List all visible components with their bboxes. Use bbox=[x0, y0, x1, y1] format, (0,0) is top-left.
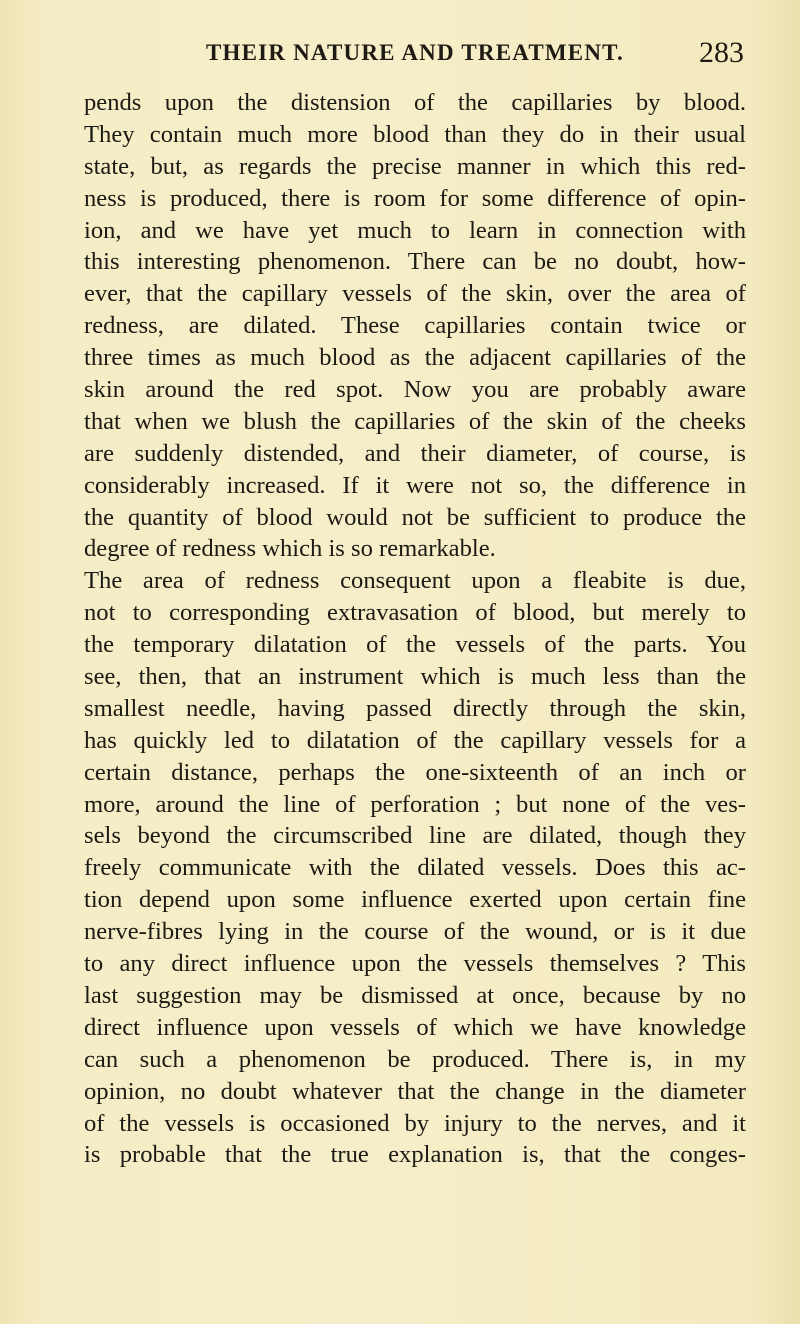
text-line: degree of redness which is so remarkable. bbox=[84, 535, 496, 563]
text-line: direct influence upon vessels of which we have knowledge bbox=[84, 1013, 746, 1041]
text-line: The area of redness consequent upon a fleabite is due, bbox=[84, 567, 746, 595]
text-line: three times as much blood as the adjacent capillaries of the bbox=[84, 344, 746, 372]
text-line: ion, and we have yet much to learn in connection with bbox=[84, 216, 746, 244]
text-line: ness is produced, there is room for some difference of opin- bbox=[84, 184, 746, 212]
text-line: the temporary dilatation of the vessels of the parts. You bbox=[84, 631, 746, 659]
text-line: opinion, no doubt whatever that the change in the diameter bbox=[84, 1077, 746, 1105]
body-text bbox=[84, 87, 746, 1171]
text-line: are suddenly distended, and their diameter, of course, is bbox=[84, 439, 746, 467]
running-head bbox=[84, 36, 744, 76]
text-line: sels beyond the circumscribed line are dilated, though they bbox=[84, 822, 746, 850]
text-line: certain distance, perhaps the one-sixteenth of an inch or bbox=[84, 758, 746, 786]
text-line: state, but, as regards the precise manner in which this red- bbox=[84, 152, 746, 180]
text-line: smallest needle, having passed directly through the skin, bbox=[84, 694, 746, 722]
text-line: has quickly led to dilatation of the capillary vessels for a bbox=[84, 726, 746, 754]
text-line: of the vessels is occasioned by injury to the nerves, and it bbox=[84, 1109, 746, 1137]
page-number: 283 bbox=[699, 36, 744, 69]
text-line: is probable that the true explanation is, that the conges- bbox=[84, 1141, 746, 1169]
text-line: see, then, that an instrument which is much less than the bbox=[84, 663, 746, 691]
text-line: tion depend upon some influence exerted upon certain fine bbox=[84, 886, 746, 914]
text-line: ever, that the capillary vessels of the skin, over the area of bbox=[84, 280, 746, 308]
text-line: more, around the line of perforation ; but none of the ves- bbox=[84, 790, 746, 818]
text-line: They contain much more blood than they do in their usual bbox=[84, 120, 746, 148]
text-line: pends upon the distension of the capillaries by blood. bbox=[84, 89, 746, 116]
text-line: skin around the red spot. Now you are probably aware bbox=[84, 376, 746, 404]
text-line: to any direct influence upon the vessels themselves ? This bbox=[84, 950, 746, 978]
text-line: last suggestion may be dismissed at once, because by no bbox=[84, 981, 746, 1009]
text-line: this interesting phenomenon. There can be no doubt, how- bbox=[84, 248, 746, 276]
text-line: not to corresponding extravasation of blood, but merely to bbox=[84, 599, 746, 627]
text-line: freely communicate with the dilated vessels. Does this ac- bbox=[84, 854, 746, 882]
text-line: the quantity of blood would not be sufficient to produce the bbox=[84, 503, 746, 531]
text-line: nerve-fibres lying in the course of the wound, or is it due bbox=[84, 918, 746, 946]
text-line: considerably increased. If it were not so, the difference in bbox=[84, 471, 746, 499]
running-head-title: THEIR NATURE AND TREATMENT. bbox=[206, 40, 624, 65]
text-line: can such a phenomenon be produced. There is, in my bbox=[84, 1045, 746, 1073]
text-line: redness, are dilated. These capillaries contain twice or bbox=[84, 312, 746, 340]
text-line: that when we blush the capillaries of the skin of the cheeks bbox=[84, 407, 746, 435]
